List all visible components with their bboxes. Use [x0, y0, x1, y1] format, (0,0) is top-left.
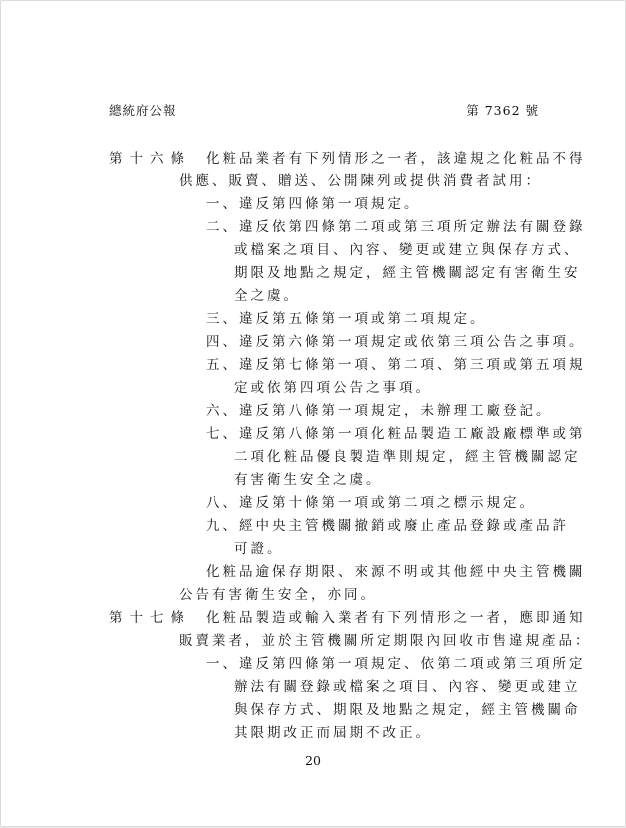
article-16-intro-line: 供應、販賣、贈送、公開陳列或提供消費者試用： [179, 173, 542, 189]
article-17-item-1-cont: 辦法有關登錄或檔案之項目、內容、變更或建立 [234, 679, 581, 695]
issue-number: 第 7362 號 [466, 103, 539, 118]
article-17-label: 第十七條 [109, 610, 191, 626]
article-16-closing: 化粧品逾保存期限、來源不明或其他經中央主管機關 [206, 564, 586, 580]
article-16-item-4: 四、違反第六條第一項規定或依第三項公告之事項。 [206, 334, 586, 350]
article-16-item-2: 二、違反依第四條第二項或第三項所定辦法有關登錄 [206, 219, 586, 235]
article-16-item-5-cont: 定或依第四項公告之事項。 [234, 380, 432, 396]
article-16-item-6: 六、違反第八條第一項規定，未辦理工廠登記。 [206, 403, 553, 419]
article-16-label: 第十六條 [109, 151, 191, 167]
document-page [1, 1, 625, 826]
article-16-item-9: 九、經中央主管機關撤銷或廢止產品登錄或產品許 [206, 518, 569, 534]
article-16-item-8: 八、違反第十條第一項或第二項之標示規定。 [206, 495, 536, 511]
article-16-item-2-cont: 期限及地點之規定，經主管機關認定有害衛生安 [234, 265, 581, 281]
publication-title: 總統府公報 [109, 103, 177, 118]
article-17-item-1: 一、違反第四條第一項規定、依第二項或第三項所定 [206, 656, 586, 672]
article-16-item-3: 三、違反第五條第一項或第二項規定。 [206, 311, 487, 327]
article-17-intro-line: 化粧品製造或輸入業者有下列情形之一者，應即通知 [206, 610, 586, 626]
article-16-item-5: 五、違反第七條第一項、第二項、第三項或第五項規 [206, 357, 586, 373]
article-17-item-1-cont: 與保存方式、期限及地點之規定，經主管機關命 [234, 702, 581, 718]
article-17-intro-line: 販賣業者，並於主管機關所定期限內回收市售違規產品： [179, 633, 592, 649]
page-number: 20 [305, 753, 321, 768]
article-16-item-1: 一、違反第四條第一項規定。 [206, 196, 421, 212]
article-16-closing-cont: 公告有害衛生安全，亦同。 [179, 587, 377, 603]
article-16-intro-line: 化粧品業者有下列情形之一者，該違規之化粧品不得 [206, 151, 586, 167]
article-16-item-2-cont: 全之虞。 [234, 288, 300, 304]
article-16-item-9-cont: 可證。 [234, 541, 284, 557]
article-16-item-7-cont: 二項化粧品優良製造準則規定，經主管機關認定 [234, 449, 581, 465]
article-16-item-7: 七、違反第八條第一項化粧品製造工廠設廠標準或第 [206, 426, 586, 442]
article-16-item-7-cont: 有害衛生安全之虞。 [234, 472, 383, 488]
article-16-item-2-cont: 或檔案之項目、內容、變更或建立與保存方式、 [234, 242, 581, 258]
article-17-item-1-cont: 其限期改正而屆期不改正。 [234, 725, 432, 741]
